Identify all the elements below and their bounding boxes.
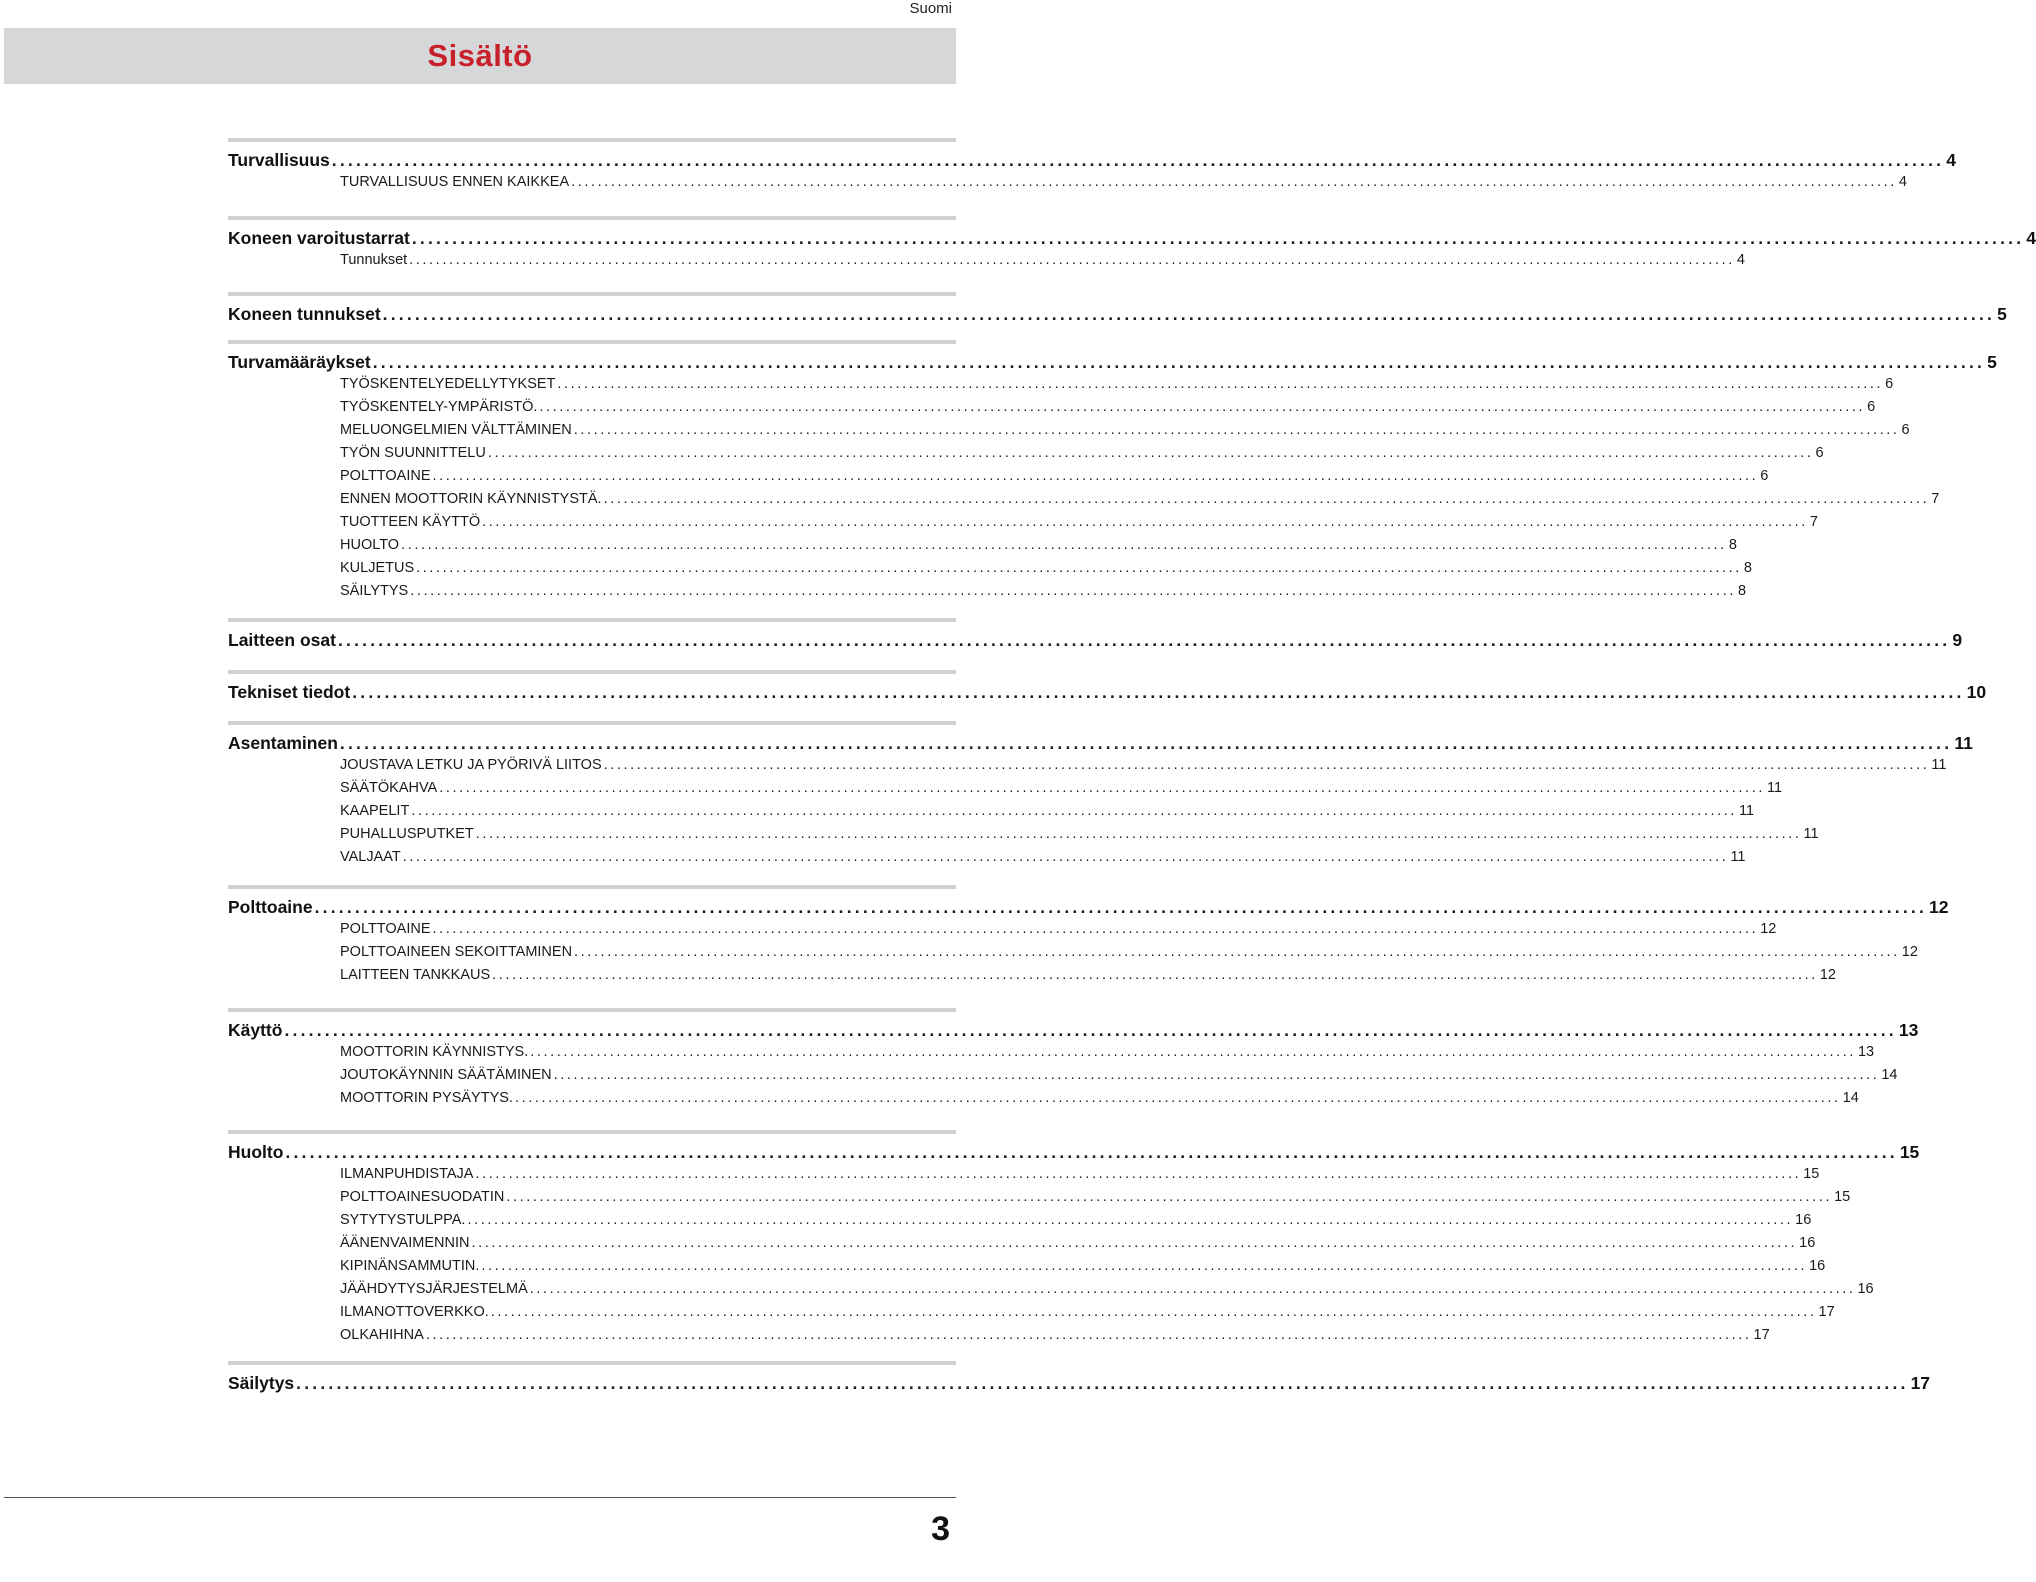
dot-leader: ........................................................................................................................................................................................................ (539, 399, 1866, 415)
toc-section (228, 138, 1956, 197)
toc-sub-entry-label: ÄÄNENVAIMENNIN (340, 1235, 470, 1251)
toc-sub-entry-label: SÄILYTYS (340, 583, 409, 599)
toc-sub-entry[interactable] (340, 1281, 1874, 1304)
toc-sub-entry-label: TURVALLISUUS ENNEN KAIKKEA (340, 174, 570, 190)
toc-sub-entry-label: ENNEN MOOTTORIN KÄYNNISTYSTÄ. (340, 491, 602, 507)
toc-sub-entry-page: 11 (1766, 780, 1783, 796)
toc-sub-entry-page: 17 (1818, 1304, 1835, 1320)
dot-leader: ........................................................................................................................................................................................................ (285, 1142, 1898, 1162)
dot-leader: ........................................................................................................................................................................................................ (411, 228, 2025, 248)
toc-main-entry[interactable] (228, 228, 2036, 252)
dot-leader: ........................................................................................................................................................................................................ (337, 630, 1951, 650)
toc-main-entry-page: 11 (1954, 733, 1973, 753)
dot-leader: ........................................................................................................................................................................................................ (492, 967, 1818, 983)
toc-main-entry-page: 9 (1952, 630, 1963, 650)
toc-sub-entry-page: 6 (1815, 445, 1824, 461)
page-title: Sisältö (427, 38, 533, 73)
dot-leader: ........................................................................................................................................................................................................ (490, 1304, 1817, 1320)
toc-sub-entry-label: MOOTTORIN PYSÄYTYS. (340, 1090, 513, 1106)
toc-sub-entry[interactable] (340, 826, 1819, 849)
dot-leader: ........................................................................................................................................................................................................ (339, 733, 1953, 753)
toc-sub-entry[interactable] (340, 1166, 1820, 1189)
dot-leader: ........................................................................................................................................................................................................ (382, 304, 1996, 324)
toc-sub-entry[interactable] (340, 1304, 1835, 1327)
dot-leader: ........................................................................................................................................................................................................ (573, 422, 1900, 438)
dot-leader: ........................................................................................................................................................................................................ (296, 1373, 1909, 1393)
toc-sub-entry-page: 11 (1803, 826, 1819, 842)
dot-leader: ........................................................................................................................................................................................................ (574, 944, 1900, 960)
toc-sub-entry-page: 16 (1809, 1258, 1826, 1274)
toc-sub-entry-label: TYÖN SUUNNITTELU (340, 445, 486, 461)
toc-sub-entry[interactable] (340, 537, 1737, 560)
toc-sub-entry[interactable] (340, 849, 1746, 872)
toc-sub-entry[interactable] (340, 491, 1940, 514)
toc-main-entry[interactable] (228, 733, 1973, 757)
toc-sub-entry[interactable] (340, 399, 1876, 422)
toc-sub-entry[interactable] (340, 921, 1777, 944)
toc-main-entry-label: Huolto (228, 1142, 284, 1162)
toc-sub-entry[interactable] (340, 1327, 1770, 1350)
dot-leader: ........................................................................................................................................................................................................ (467, 1212, 1794, 1228)
toc-main-entry-label: Asentaminen (228, 733, 338, 753)
toc-sub-entry-page: 6 (1867, 399, 1876, 415)
footer-rule (4, 1497, 956, 1498)
toc-main-entry-label: Tekniset tiedot (228, 682, 351, 702)
toc-sub-entry[interactable] (340, 376, 1894, 399)
dot-leader: ........................................................................................................................................................................................................ (409, 252, 1735, 268)
toc-main-entry[interactable] (228, 1142, 1920, 1166)
toc-section (228, 1008, 1919, 1113)
dot-leader: ........................................................................................................................................................................................................ (506, 1189, 1833, 1205)
toc-section (228, 292, 2007, 328)
toc-main-entry-label: Laitteen osat (228, 630, 336, 650)
toc-sub-entry-page: 12 (1819, 967, 1836, 983)
toc-sub-entry-page: 14 (1881, 1067, 1898, 1083)
toc-sub-entry[interactable] (340, 1258, 1826, 1281)
toc-sub-entry-label: VALJAAT (340, 849, 401, 865)
toc-sub-entry-page: 6 (1760, 468, 1769, 484)
dot-leader: ........................................................................................................................................................................................................ (482, 514, 1808, 530)
toc-sub-entry-label: TUOTTEEN KÄYTTÖ (340, 514, 481, 530)
toc-sub-entry-page: 8 (1743, 560, 1752, 576)
toc-sub-entry-page: 17 (1753, 1327, 1770, 1343)
toc-main-entry-label: Turvallisuus (228, 150, 330, 170)
toc-sub-entry-label: PUHALLUSPUTKET (340, 826, 474, 842)
toc-main-entry-label: Käyttö (228, 1020, 283, 1040)
toc-sub-entry-label: ILMANOTTOVERKKO. (340, 1304, 489, 1320)
toc-sub-entry[interactable] (340, 1189, 1851, 1212)
title-band (4, 28, 956, 84)
toc-sub-entry[interactable] (340, 803, 1755, 826)
dot-leader: ........................................................................................................................................................................................................ (331, 150, 1945, 170)
toc-sub-entry[interactable] (340, 967, 1836, 990)
section-rule (228, 1008, 956, 1012)
toc-sub-entry[interactable] (340, 1090, 1859, 1113)
toc-sub-entry-label: LAITTEEN TANKKAUS (340, 967, 491, 983)
toc-sub-entry-page: 16 (1795, 1212, 1812, 1228)
toc-section (228, 721, 1973, 872)
toc-sub-entry-label: KULJETUS (340, 560, 415, 576)
toc-sub-entry-page: 11 (1730, 849, 1746, 865)
toc-sub-entry-label: ILMANPUHDISTAJA (340, 1166, 474, 1182)
toc-sub-entry-page: 6 (1885, 376, 1894, 392)
dot-leader: ........................................................................................................................................................................................................ (514, 1090, 1841, 1106)
toc-main-entry-page: 12 (1929, 897, 1949, 917)
toc-sub-entry[interactable] (340, 514, 1818, 537)
toc-main-entry[interactable] (228, 304, 2007, 328)
dot-leader: ........................................................................................................................................................................................................ (432, 921, 1759, 937)
toc-sub-entry-label: SYTYTYSTULPPA. (340, 1212, 466, 1228)
dot-leader: ........................................................................................................................................................................................................ (557, 376, 1884, 392)
toc-main-entry[interactable] (228, 630, 1963, 654)
toc-sub-entry-page: 12 (1901, 944, 1918, 960)
toc-sub-entry[interactable] (340, 422, 1910, 445)
toc-sub-entry[interactable] (340, 1235, 1816, 1258)
toc-sub-entry-page: 15 (1834, 1189, 1851, 1205)
toc-sub-entry-label: KIPINÄNSAMMUTIN. (340, 1258, 480, 1274)
toc-sub-entry-label: Tunnukset (340, 252, 408, 268)
dot-leader: ........................................................................................................................................................................................................ (439, 780, 1765, 796)
toc-sub-entry-label: OLKAHIHNA (340, 1327, 424, 1343)
toc-main-entry[interactable] (228, 1020, 1919, 1044)
toc-section (228, 618, 1963, 654)
toc-sub-entry-page: 11 (1931, 757, 1947, 773)
toc-sub-entry[interactable] (340, 174, 1907, 197)
dot-leader: ........................................................................................................................................................................................................ (603, 757, 1930, 773)
toc-sub-entry-label: POLTTOAINE (340, 921, 431, 937)
toc-main-entry-label: Säilytys (228, 1373, 295, 1393)
toc-sub-entry[interactable] (340, 1044, 1875, 1067)
toc-sub-entry-page: 12 (1760, 921, 1777, 937)
dot-leader: ........................................................................................................................................................................................................ (571, 174, 1897, 190)
dot-leader: ........................................................................................................................................................................................................ (432, 468, 1759, 484)
toc-sub-entry[interactable] (340, 560, 1752, 583)
toc-sub-entry[interactable] (340, 780, 1783, 803)
dot-leader: ........................................................................................................................................................................................................ (416, 560, 1742, 576)
section-rule (228, 721, 956, 725)
section-rule (228, 1130, 956, 1134)
section-rule (228, 885, 956, 889)
toc-sub-entry-page: 7 (1931, 491, 1940, 507)
toc-sub-entry-page: 15 (1803, 1166, 1820, 1182)
toc-main-entry-label: Turvamääräykset (228, 352, 371, 372)
toc-sub-entry-page: 4 (1736, 252, 1745, 268)
dot-leader: ........................................................................................................................................................................................................ (487, 445, 1814, 461)
toc-main-entry-label: Koneen varoitustarrat (228, 228, 410, 248)
dot-leader: ........................................................................................................................................................................................................ (553, 1067, 1880, 1083)
toc-main-entry[interactable] (228, 1373, 1931, 1397)
dot-leader: ........................................................................................................................................................................................................ (425, 1327, 1752, 1343)
toc-main-entry-page: 13 (1898, 1020, 1919, 1040)
toc-section (228, 670, 1987, 706)
toc-sub-entry-label: TYÖSKENTELYEDELLYTYKSET (340, 376, 556, 392)
toc-sub-entry-page: 16 (1799, 1235, 1816, 1251)
dot-leader: ........................................................................................................................................................................................................ (411, 803, 1738, 819)
dot-leader: ........................................................................................................................................................................................................ (471, 1235, 1798, 1251)
toc-section (228, 885, 1949, 990)
dot-leader: ........................................................................................................................................................................................................ (530, 1044, 1856, 1060)
toc-sub-entry[interactable] (340, 1212, 1812, 1235)
language-label: Suomi (909, 0, 952, 17)
toc-sub-entry-page: 13 (1857, 1044, 1875, 1060)
dot-leader: ........................................................................................................................................................................................................ (410, 583, 1736, 599)
section-rule (228, 292, 956, 296)
toc-main-entry-page: 17 (1910, 1373, 1931, 1393)
dot-leader: ........................................................................................................................................................................................................ (475, 826, 1802, 842)
toc-sub-entry[interactable] (340, 468, 1769, 491)
toc-sub-entry-label: POLTTOAINE (340, 468, 431, 484)
dot-leader: ........................................................................................................................................................................................................ (402, 849, 1729, 865)
toc-main-entry[interactable] (228, 150, 1956, 174)
dot-leader: ........................................................................................................................................................................................................ (314, 897, 1928, 917)
dot-leader: ........................................................................................................................................................................................................ (401, 537, 1727, 553)
toc-sub-entry-label: JÄÄHDYTYSJÄRJESTELMÄ (340, 1281, 528, 1297)
toc-main-entry-page: 5 (1997, 304, 2007, 324)
toc-sub-entry-page: 11 (1739, 803, 1755, 819)
toc-main-entry-page: 15 (1899, 1142, 1920, 1162)
toc-sub-entry-label: HUOLTO (340, 537, 400, 553)
toc-sub-entry-page: 14 (1842, 1090, 1859, 1106)
toc-section (228, 216, 2036, 275)
toc-section (228, 1130, 1920, 1350)
toc-main-entry[interactable] (228, 352, 1997, 376)
toc-sub-entry-page: 8 (1737, 583, 1747, 599)
toc-main-entry-label: Polttoaine (228, 897, 313, 917)
toc-sub-entry-page: 4 (1898, 174, 1907, 190)
toc-sub-entry-label: KAAPELIT (340, 803, 410, 819)
section-rule (228, 1361, 956, 1365)
section-rule (228, 340, 956, 344)
section-rule (228, 670, 956, 674)
toc-main-entry-label: Koneen tunnukset (228, 304, 381, 324)
dot-leader: ........................................................................................................................................................................................................ (352, 682, 1965, 702)
section-rule (228, 618, 956, 622)
toc-main-entry-page: 5 (1987, 352, 1997, 372)
toc-section (228, 340, 1997, 606)
toc-sub-entry-label: MELUONGELMIEN VÄLTTÄMINEN (340, 422, 572, 438)
toc-main-entry-page: 10 (1966, 682, 1987, 702)
toc-main-entry-page: 4 (2026, 228, 2036, 248)
toc-sub-entry-page: 7 (1809, 514, 1818, 530)
section-rule (228, 138, 956, 142)
dot-leader: ........................................................................................................................................................................................................ (284, 1020, 1897, 1040)
toc-sub-entry[interactable] (340, 252, 1745, 275)
toc-main-entry[interactable] (228, 897, 1949, 921)
toc-main-entry-page: 4 (1946, 150, 1956, 170)
section-rule (228, 216, 956, 220)
toc-sub-entry[interactable] (340, 757, 1947, 780)
dot-leader: ........................................................................................................................................................................................................ (481, 1258, 1808, 1274)
toc-main-entry[interactable] (228, 682, 1987, 706)
toc-sub-entry[interactable] (340, 445, 1824, 468)
page-number: 3 (931, 1510, 950, 1548)
toc-sub-entry-page: 6 (1901, 422, 1910, 438)
toc-sub-entry[interactable] (340, 1067, 1898, 1090)
dot-leader: ........................................................................................................................................................................................................ (603, 491, 1930, 507)
toc-sub-entry-label: TYÖSKENTELY-YMPÄRISTÖ. (340, 399, 538, 415)
toc-sub-entry-page: 16 (1857, 1281, 1874, 1297)
toc-section (228, 1361, 1931, 1397)
dot-leader: ........................................................................................................................................................................................................ (475, 1166, 1802, 1182)
toc-sub-entry-page: 8 (1728, 537, 1737, 553)
dot-leader: ........................................................................................................................................................................................................ (372, 352, 1986, 372)
dot-leader: ........................................................................................................................................................................................................ (529, 1281, 1856, 1297)
toc-sub-entry-label: MOOTTORIN KÄYNNISTYS. (340, 1044, 529, 1060)
toc-sub-entry[interactable] (340, 944, 1918, 967)
toc-sub-entry-label: SÄÄTÖKAHVA (340, 780, 438, 796)
toc-sub-entry-label: POLTTOAINEEN SEKOITTAMINEN (340, 944, 573, 960)
toc-sub-entry[interactable] (340, 583, 1747, 606)
toc-sub-entry-label: JOUTOKÄYNNIN SÄÄTÄMINEN (340, 1067, 552, 1083)
toc-sub-entry-label: POLTTOAINESUODATIN (340, 1189, 505, 1205)
toc-sub-entry-label: JOUSTAVA LETKU JA PYÖRIVÄ LIITOS (340, 757, 602, 773)
